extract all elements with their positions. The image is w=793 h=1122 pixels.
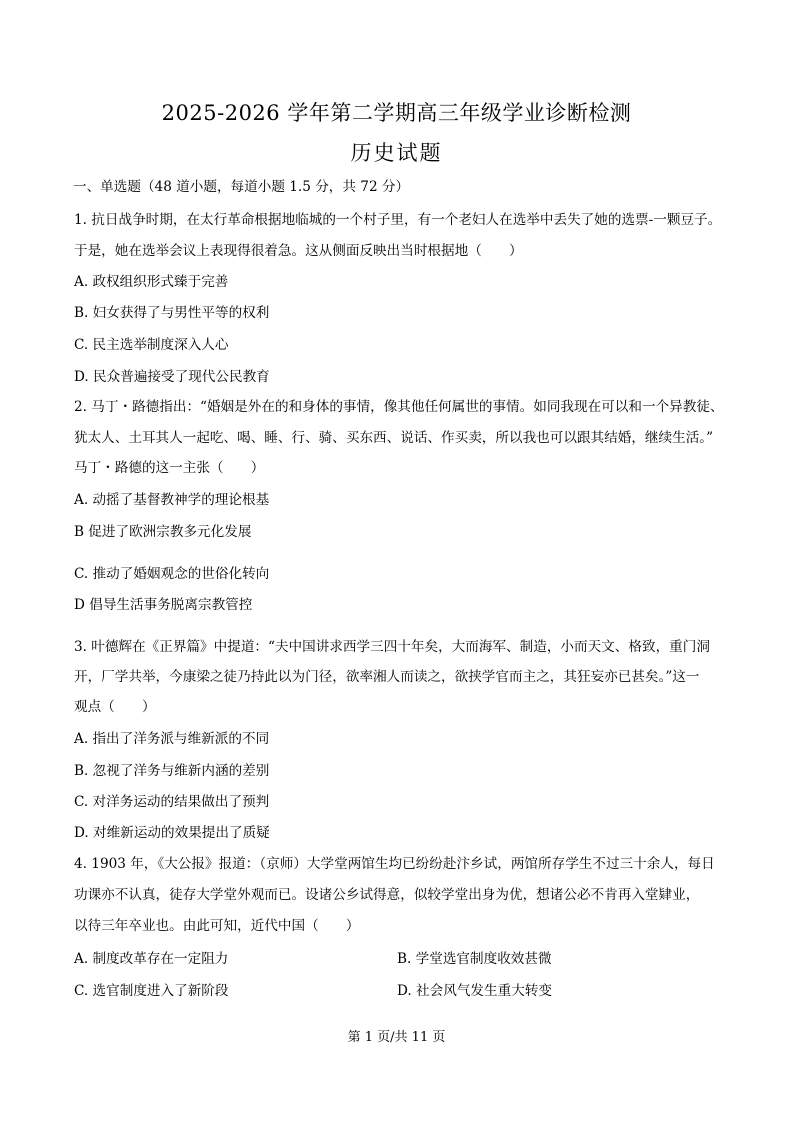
- question-4-option-b: B. 学堂选官制度收效甚微: [397, 951, 552, 967]
- question-1-line-1: 1. 抗日战争时期，在太行革命根据地临城的一个村子里，有一个老妇人在选举中丢失了她的选票-一颗豆子。: [74, 212, 722, 228]
- section-heading: 一、单选题（48 道小题，每道小题 1.5 分，共 72 分）: [73, 179, 410, 195]
- exam-subtitle: 历史试题: [350, 141, 443, 165]
- question-1-option-a: A. 政权组织形式臻于完善: [74, 274, 229, 290]
- question-1-option-c: C. 民主选举制度深入人心: [74, 337, 229, 353]
- question-3-option-d: D. 对维新运动的效果提出了质疑: [74, 825, 270, 841]
- question-4-option-d: D. 社会风气发生重大转变: [397, 983, 552, 999]
- question-2-line-2: 犹太人、土耳其人一起吃、喝、睡、行、骑、买东西、说话、作买卖，所以我也可以跟其结婚，继续生活。”: [74, 430, 714, 446]
- question-4-line-2: 功课亦不认真，徒存大学堂外观而已。设诸公乡试得意，似较学堂出身为优，想诸公必不肯再入堂肄业，: [74, 887, 700, 903]
- question-1-option-d: D. 民众普遍接受了现代公民教育: [74, 369, 270, 385]
- question-3-option-a: A. 指出了洋务派与维新派的不同: [74, 731, 270, 747]
- question-2-option-b: B 促进了欧洲宗教多元化发展: [74, 524, 252, 540]
- question-3-line-1: 3. 叶德辉在《正界篇》中提道：“夫中国讲求西学三四十年矣，大而海军、制造，小而天文、格致，重门洞: [74, 639, 710, 655]
- page-number: 第 1 页/共 11 页: [347, 1030, 446, 1045]
- question-4-line-1: 4. 1903 年，《大公报》报道：（京师）大学堂两馆生均已纷纷赴汴乡试，两馆所存学生不过三十余人，每日: [74, 856, 715, 872]
- question-4-line-3: 以待三年卒业也。由此可知，近代中国（ ）: [74, 918, 360, 934]
- question-1-line-2: 于是，她在选举会议上表现得很着急。这从侧面反映出当时根据地（ ）: [74, 243, 523, 259]
- question-3-line-2: 开，厂学共举，今康梁之徒乃持此以为门径，欲率湘人而读之，欲挟学官而主之，其狂妄亦已甚矣。”这一: [74, 669, 700, 685]
- question-2-option-d: D 倡导生活事务脱离宗教管控: [74, 597, 253, 613]
- question-4-option-c: C. 选官制度进入了新阶段: [74, 983, 229, 999]
- question-2-line-1: 2. 马丁・路德指出：“婚姻是外在的和身体的事情，像其他任何属世的事情。如同我现在可以和一个异教徒、: [74, 399, 724, 415]
- question-2-option-a: A. 动摇了基督教神学的理论根基: [74, 492, 270, 508]
- question-1-option-b: B. 妇女获得了与男性平等的权利: [74, 305, 270, 321]
- question-2-option-c: C. 推动了婚姻观念的世俗化转向: [74, 566, 270, 582]
- question-3-option-b: B. 忽视了洋务与维新内涵的差别: [74, 763, 270, 779]
- question-2-line-3: 马丁・路德的这一主张（ ）: [74, 460, 265, 476]
- question-3-line-3: 观点（ ）: [74, 699, 156, 715]
- exam-title: 2025-2026 学年第二学期高三年级学业诊断检测: [161, 101, 632, 125]
- question-4-option-a: A. 制度改革存在一定阻力: [74, 951, 229, 967]
- question-3-option-c: C. 对洋务运动的结果做出了预判: [74, 794, 270, 810]
